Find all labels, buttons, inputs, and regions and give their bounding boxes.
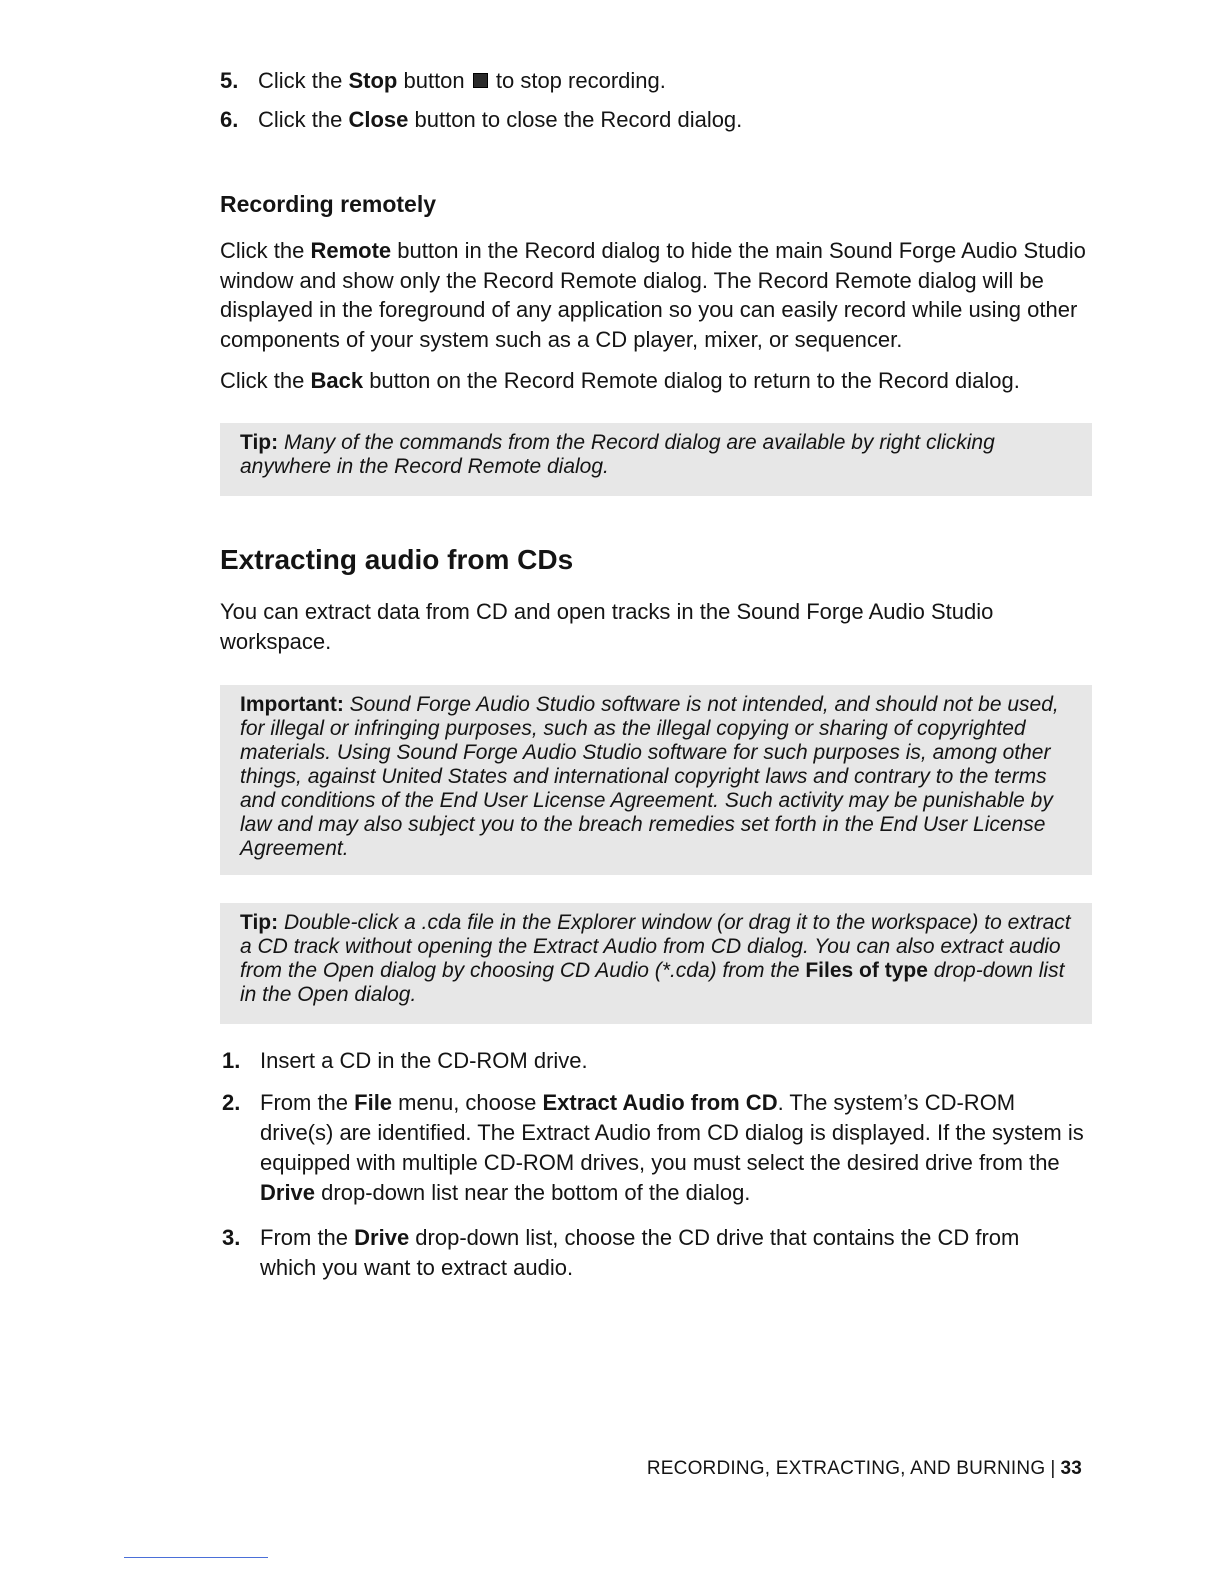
page-number: 33 xyxy=(1060,1458,1082,1479)
tip-box-remote xyxy=(220,423,1092,496)
step-text: Click the Close button to close the Record dialog. xyxy=(258,107,743,132)
step-number: 3. xyxy=(222,1225,241,1250)
paragraph-remote: Click the Remote button in the Record dialog to hide the main Sound Forge Audio Studio window and show only the Record Remote dialog. The Record Remote dialog will be displayed in the foreground of any application so you can easily record while using other components of your system such as a CD player, mixer, or sequencer. xyxy=(220,238,1086,352)
tip-text: Many of the commands from the Record dialog are available by right clicking anywhere in the Record Remote dialog. xyxy=(240,431,995,478)
step-number: 5. xyxy=(220,68,239,93)
tip-label: Tip: xyxy=(240,431,279,454)
footer-section-title: RECORDING, EXTRACTING, AND BURNING xyxy=(646,1458,1046,1479)
paragraph-back: Click the Back button on the Record Remote dialog to return to the Record dialog. xyxy=(220,368,1020,393)
page-footer xyxy=(647,1456,1082,1482)
step-text: From the File menu, choose Extract Audio from CD. The system’s CD-ROM drive(s) are identified. The Extract Audio from CD dialog is displayed. If the system is equipped with multiple CD-ROM drives, you must select the desired drive from the Drive drop-down list near the bottom of the dialog. xyxy=(260,1090,1084,1205)
step-text: Click the Stop button to stop recording. xyxy=(258,68,666,93)
tip-box-cda xyxy=(220,903,1092,1024)
step-number: 1. xyxy=(222,1048,241,1073)
stop-icon xyxy=(473,73,488,88)
step-number: 6. xyxy=(220,107,239,132)
step-number: 2. xyxy=(222,1090,241,1115)
step-text: From the Drive drop-down list, choose the CD drive that contains the CD from which you want to extract audio. xyxy=(260,1225,1020,1280)
important-label: Important: xyxy=(240,693,344,716)
section-heading-recording-remotely: Recording remotely xyxy=(220,191,436,217)
tip-label: Tip: xyxy=(240,911,279,934)
step-text: Insert a CD in the CD-ROM drive. xyxy=(260,1048,588,1073)
paragraph-extract-intro: You can extract data from CD and open tracks in the Sound Forge Audio Studio workspace. xyxy=(220,599,994,654)
section-heading-extracting: Extracting audio from CDs xyxy=(220,544,574,575)
margin-rule xyxy=(124,1557,268,1558)
important-text: Sound Forge Audio Studio software is not intended, and should not be used, for illegal or infringing purposes, such as the illegal copying or sharing of copyrighted materials. Using Sound Forge Audio Studio software for such purposes is, among other things, against United States and international copyright laws and contrary to the terms and conditions of the End User License Agreement. Such activity may be punishable by law and may also subject you to the breach remedies set forth in the End User License Agreement. xyxy=(240,693,1059,860)
tip-text: Double-click a .cda file in the Explorer window (or drag it to the workspace) to extract a CD track without opening the Extract Audio from CD dialog. You can also extract audio from the Open dialog by choosing CD Audio (*.cda) from the Files of type drop-down list in the Open dialog. xyxy=(240,911,1071,1006)
footer-separator: | xyxy=(1050,1458,1056,1479)
important-box xyxy=(220,685,1092,875)
